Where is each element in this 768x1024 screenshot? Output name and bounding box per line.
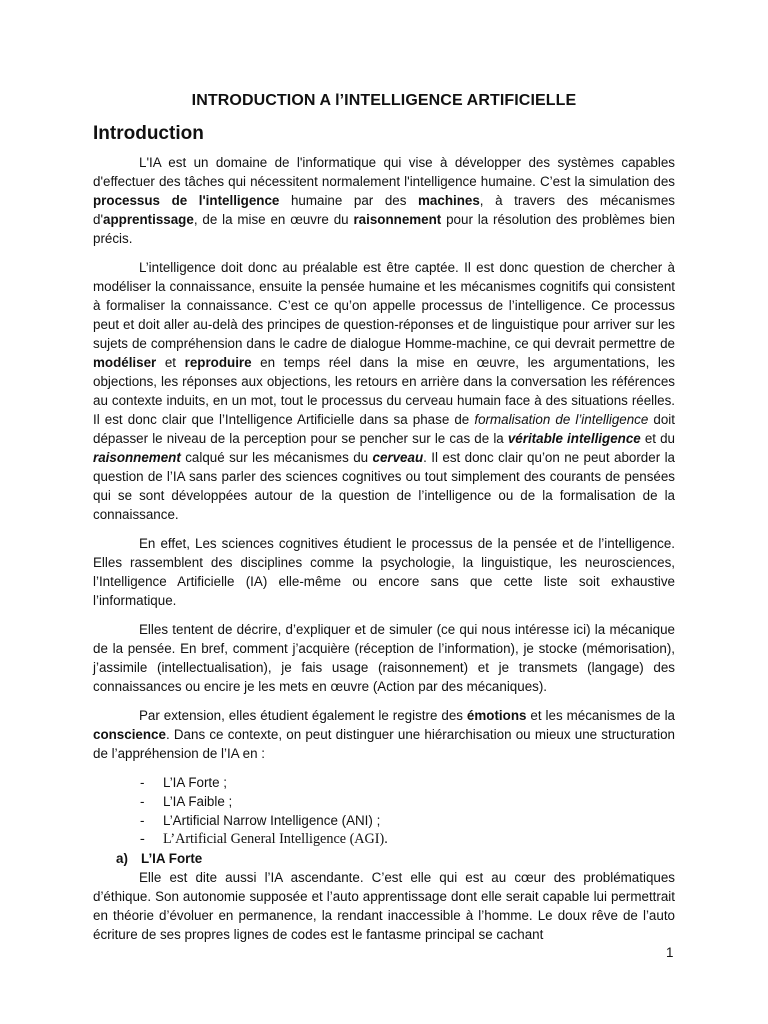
p1-bold-1: processus de l'intelligence	[93, 193, 280, 208]
p2-bold-2: reproduire	[184, 355, 252, 370]
list-item	[140, 773, 675, 792]
list-dash: -	[140, 813, 145, 828]
section-heading: Introduction	[93, 123, 204, 144]
p1-text-5: pour la résolution des problèmes bien précis.	[93, 212, 675, 246]
p2-text-4: doit dépasser le niveau de la perception pour se pencher sur le cas de la	[93, 412, 675, 446]
p2-bold-1: modéliser	[93, 355, 157, 370]
list-dash: -	[140, 775, 145, 790]
p2-bold-italic-3: cerveau	[372, 450, 424, 465]
p2-text-7: . Il est donc clair qu’on ne peut aborder la question de l’IA sans parler des sciences cognitives ou tout simplement des courants de pensées qui se sont développées autour de la question de l’intelligence ou de la formalisation de la connaissance.	[93, 450, 675, 522]
p5-text-1: Par extension, elles étudient également le registre des	[139, 708, 467, 723]
p5-text-2: et les mécanismes de la	[526, 708, 675, 723]
document-body	[93, 153, 675, 954]
p5-bold-1: émotions	[466, 708, 527, 723]
subsection-heading	[93, 849, 675, 868]
subsection-title: L’IA Forte	[141, 851, 203, 866]
p5-text-3: . Dans ce contexte, on peut distinguer une hiérarchisation ou mieux une structuration de l’appréhension de l’IA en :	[93, 727, 675, 761]
p2-bold-italic-2: raisonnement	[93, 450, 181, 465]
p5-bold-2: conscience	[93, 727, 166, 742]
p1-text-4: , de la mise en œuvre du	[193, 212, 354, 227]
document-title: INTRODUCTION A l’INTELLIGENCE ARTIFICIELLE	[191, 92, 577, 109]
ia-types-list	[93, 773, 675, 849]
list-item	[140, 811, 675, 830]
p2-text-3: en temps réel dans la mise en œuvre, les argumentations, les objections, les réponses aux objections, les retours en arrière dans la conversation les références au contexte induits, en un mot, tout le processus du cerveau humain face à des situations réelles. Il est donc clair que l’Intelligence Artificielle dans sa phase de	[93, 355, 676, 427]
list-dash: -	[140, 831, 145, 847]
list-item-text: L’Artificial General Intelligence (AGI).	[163, 831, 388, 847]
paragraph-3: En effet, Les sciences cognitives étudient le processus de la pensée et de l’intelligence. Elles rassemblent des disciplines comme la psychologie, la linguistique, les neurosciences, l’Intelligence Artificielle (IA) elle-même ou encore sans que cette liste soit exhaustive l’informatique.	[93, 536, 675, 608]
subsection-marker: a)	[116, 851, 128, 866]
page-number: 1	[666, 945, 674, 960]
p2-text-6: calqué sur les mécanismes du	[180, 450, 373, 465]
list-item-text: L’Artificial Narrow Intelligence (ANI) ;	[163, 813, 381, 828]
list-item	[140, 792, 675, 811]
p2-text-1: L’intelligence doit donc au préalable est être captée. Il est donc question de chercher à modéliser la connaissance, ensuite la pensée humaine et les mécanismes cognitifs qui consistent à formaliser la connaissance. C’est ce qu’on appelle processus de l’intelligence. Ce processus peut et doit aller au-delà des principes de question-réponses et de linguistique pour arriver sur les sujets de compréhension dans le cadre de dialogue Homme-machine, ce qui devrait permettre de	[93, 260, 675, 351]
paragraph-1	[93, 153, 675, 248]
p1-bold-4: raisonnement	[353, 212, 442, 227]
paragraph-4: Elles tentent de décrire, d’expliquer et de simuler (ce qui nous intéresse ici) la mécanique de la pensée. En bref, comment j’acquière (réception de l’information), je stocke (mémorisation), j’assimile (intellectualisation), je fais usage (raisonnement) et je transmets (langage) des connaissances ou encire je les mets en œuvre (Action par des mécaniques).	[93, 622, 675, 694]
p1-bold-2: machines	[418, 193, 480, 208]
p1-text-1: L'IA est un domaine de l'informatique qui vise à développer des systèmes capables d'effectuer des tâches qui nécessitent normalement l'intelligence humaine. C’est la simulation des	[93, 155, 675, 189]
paragraph-6: Elle est dite aussi l’IA ascendante. C’est elle qui est au cœur des problématiques d’éthique. Son autonomie supposée et l’auto apprentissage dont elle serait capable lui permettrait en théorie d’évoluer en permanence, la rendant inaccessible à l’homme. Le doux rêve de l’auto écriture de ses propres lignes de codes est le fantasme principal se cachant	[93, 870, 675, 942]
p2-italic-1: formalisation de l’intelligence	[474, 412, 649, 427]
p1-bold-3: apprentissage	[103, 212, 194, 227]
list-item	[140, 830, 675, 849]
list-item-text: L’IA Forte ;	[163, 775, 228, 790]
p1-text-2: humaine par des	[279, 193, 419, 208]
p2-text-2: et	[156, 355, 185, 370]
p2-bold-italic-1: véritable intelligence	[507, 431, 641, 446]
list-dash: -	[140, 794, 145, 809]
p2-text-5: et du	[640, 431, 675, 446]
p1-text-3: , à travers des mécanismes d'	[93, 193, 675, 227]
paragraph-5	[93, 706, 675, 763]
paragraph-2	[93, 258, 675, 524]
list-item-text: L’IA Faible ;	[163, 794, 233, 809]
